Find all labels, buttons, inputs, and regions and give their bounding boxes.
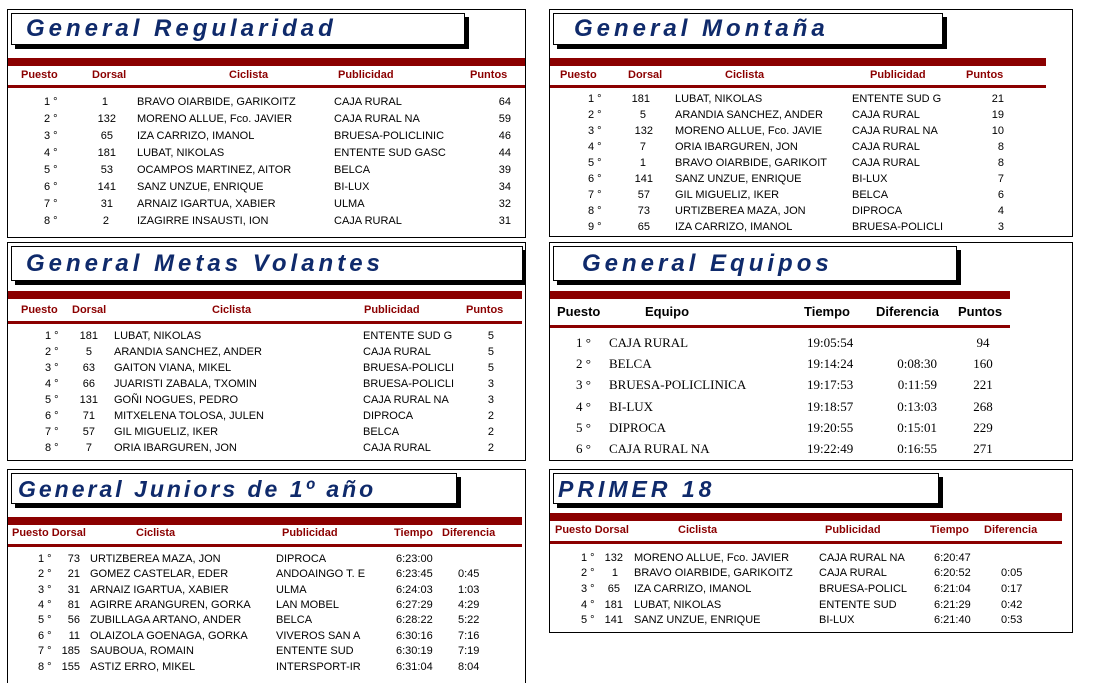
table-cell: DIPROCA	[609, 420, 667, 435]
table-cell: 2	[102, 215, 109, 227]
table-cell: 271	[973, 441, 993, 456]
table-cell: 6:21:40	[934, 614, 971, 626]
table-cell: 4 °	[44, 147, 58, 159]
table-cell: 0:15:01	[897, 420, 937, 435]
col-publicidad: Publicidad	[282, 527, 338, 539]
table-cell: BI-LUX	[852, 173, 888, 185]
col-tiempo: Tiempo	[804, 304, 850, 319]
table-cell: 4 °	[45, 378, 59, 390]
table-cell: INTERSPORT-IR	[276, 661, 361, 673]
table-cell: 8 °	[38, 661, 52, 673]
table-cell: BI-LUX	[819, 614, 855, 626]
table-cell: BRUESA-POLICLINICA	[609, 377, 747, 392]
table-cell: CAJA RURAL	[334, 215, 402, 227]
table-cell: ULMA	[276, 584, 307, 596]
montana-panel	[549, 9, 1073, 237]
table-cell: 131	[79, 394, 98, 406]
table-cell: 9 °	[588, 221, 602, 233]
table-cell: 0:05	[1001, 567, 1023, 579]
table-cell: ORIA IBARGUREN, JON	[675, 141, 798, 153]
table-cell: 6:24:03	[396, 584, 433, 596]
table-cell: 0:16:55	[897, 441, 937, 456]
table-cell: 4 °	[581, 599, 595, 611]
table-cell: 8 °	[45, 442, 59, 454]
primer-rows	[550, 470, 1073, 633]
table-cell: 1	[639, 157, 646, 169]
table-cell: 141	[604, 614, 623, 626]
col-puntos: Puntos	[470, 69, 508, 81]
table-cell: 7 °	[38, 645, 52, 657]
table-cell: 3	[487, 394, 494, 406]
table-cell: CAJA RURAL NA	[363, 394, 449, 406]
table-cell: GIL MIGUELIZ, IKER	[675, 189, 780, 201]
table-cell: 7	[639, 141, 646, 153]
table-cell: 8:04	[458, 661, 480, 673]
table-cell: ENTENTE SUD	[276, 645, 354, 657]
col-puesto-dorsal: Puesto Dorsal	[555, 524, 629, 536]
table-cell: 6:30:16	[396, 630, 433, 642]
table-cell: 6:21:04	[934, 583, 971, 595]
table-cell: BRUESA-POLICL	[819, 583, 908, 595]
table-cell: 19:05:54	[807, 335, 854, 350]
table-cell: MORENO ALLUE, Fco. JAVIER	[137, 113, 293, 125]
table-cell: 2	[487, 426, 494, 438]
table-cell: OCAMPOS MARTINEZ, AITOR	[137, 164, 292, 176]
table-cell: 4 °	[576, 399, 591, 414]
table-cell: URTIZBEREA MAZA, JON	[675, 205, 806, 217]
table-cell: 3	[997, 221, 1004, 233]
table-cell: BRAVO OIARBIDE, GARIKOITZ	[137, 96, 296, 108]
table-cell: 7 °	[44, 198, 58, 210]
col-puntos: Puntos	[958, 304, 1003, 319]
table-cell: 5 °	[44, 164, 58, 176]
col-equipo: Equipo	[645, 304, 690, 319]
table-cell: 6 °	[44, 181, 58, 193]
juniors-panel	[7, 469, 526, 683]
table-cell: 31	[100, 198, 113, 210]
table-cell: BRAVO OIARBIDE, GARIKOITZ	[634, 567, 793, 579]
table-cell: SAUBOUA, ROMAIN	[90, 645, 194, 657]
table-cell: DIPROCA	[363, 410, 414, 422]
table-cell: SANZ UNZUE, ENRIQUE	[137, 181, 264, 193]
table-cell: 0:45	[458, 568, 480, 580]
table-row	[8, 164, 526, 179]
table-cell: OLAIZOLA GOENAGA, GORKA	[90, 630, 248, 642]
table-cell: ASTIZ ERRO, MIKEL	[90, 661, 196, 673]
table-cell: 4	[997, 205, 1004, 217]
table-cell: IZA CARRIZO, IMANOL	[137, 130, 255, 142]
table-cell: 19:22:49	[807, 441, 854, 456]
table-cell: 73	[67, 553, 80, 565]
table-row	[8, 96, 526, 111]
table-cell: 32	[498, 198, 511, 210]
table-cell: 2 °	[581, 567, 595, 579]
table-cell: 19:20:55	[807, 420, 854, 435]
table-cell: 11	[68, 630, 80, 642]
table-cell: 8 °	[44, 215, 58, 227]
table-cell: BELCA	[276, 614, 313, 626]
table-cell: 7 °	[588, 189, 602, 201]
table-cell: BELCA	[363, 426, 400, 438]
table-cell: SANZ UNZUE, ENRIQUE	[634, 614, 761, 626]
table-cell: GOÑI NOGUES, PEDRO	[114, 394, 239, 406]
table-cell: 34	[498, 181, 511, 193]
table-cell: BI-LUX	[609, 399, 654, 414]
table-cell: BRUESA-POLICLI	[363, 378, 455, 390]
table-cell: 1 °	[45, 330, 59, 342]
table-cell: CAJA RURAL	[334, 96, 402, 108]
table-cell: LAN MOBEL	[276, 599, 339, 611]
table-cell: 1 °	[588, 93, 602, 105]
table-cell: 4:29	[458, 599, 480, 611]
table-cell: 39	[498, 164, 511, 176]
table-cell: 63	[82, 362, 95, 374]
table-cell: ORIA IBARGUREN, JON	[114, 442, 237, 454]
table-cell: 31	[67, 584, 80, 596]
table-cell: LUBAT, NIKOLAS	[137, 147, 225, 159]
table-cell: 1	[611, 567, 618, 579]
table-cell: 53	[100, 164, 113, 176]
col-publicidad: Publicidad	[825, 524, 881, 536]
table-cell: ARNAIZ IGARTUA, XABIER	[137, 198, 276, 210]
col-dorsal: Dorsal	[92, 69, 127, 81]
table-cell: 2 °	[588, 109, 602, 121]
table-cell: MORENO ALLUE, Fco. JAVIE	[675, 125, 823, 137]
table-cell: CAJA RURAL	[363, 346, 431, 358]
table-cell: ZUBILLAGA ARTANO, ANDER	[90, 614, 242, 626]
table-cell: 6:23:45	[396, 568, 433, 580]
table-cell: 19:17:53	[807, 377, 854, 392]
table-cell: 0:11:59	[897, 377, 937, 392]
table-cell: 5	[639, 109, 646, 121]
table-cell: 64	[498, 96, 511, 108]
table-cell: CAJA RURAL	[363, 442, 431, 454]
col-ciclista: Ciclista	[136, 527, 176, 539]
table-cell: 0:17	[1001, 583, 1023, 595]
table-cell: 8 °	[588, 205, 602, 217]
table-cell: 6:31:04	[396, 661, 433, 673]
table-cell: 5 °	[45, 394, 59, 406]
table-cell: 31	[498, 215, 511, 227]
metas-panel	[7, 242, 526, 461]
table-cell: LUBAT, NIKOLAS	[634, 599, 722, 611]
table-cell: 132	[634, 125, 653, 137]
table-cell: 7 °	[45, 426, 59, 438]
table-cell: CAJA RURAL	[852, 109, 920, 121]
table-cell: 7:16	[458, 630, 480, 642]
table-row	[8, 113, 526, 128]
table-cell: 181	[79, 330, 98, 342]
table-cell: 7:19	[458, 645, 480, 657]
table-cell: ENTENTE SUD G	[363, 330, 453, 342]
table-cell: IZAGIRRE INSAUSTI, ION	[137, 215, 269, 227]
table-cell: 44	[498, 147, 511, 159]
table-cell: CAJA RURAL	[852, 157, 920, 169]
table-cell: CAJA RURAL	[819, 567, 887, 579]
table-cell: 6:30:19	[396, 645, 433, 657]
table-cell: 71	[82, 410, 95, 422]
table-cell: 141	[634, 173, 653, 185]
table-cell: 7	[997, 173, 1004, 185]
table-cell: 6 °	[45, 410, 59, 422]
table-cell: BELCA	[334, 164, 371, 176]
regularidad-panel	[7, 9, 526, 238]
table-cell: 6:23:00	[396, 553, 433, 565]
table-cell: 160	[973, 356, 993, 371]
table-cell: ULMA	[334, 198, 365, 210]
table-row	[8, 215, 526, 230]
table-cell: 229	[973, 420, 993, 435]
table-cell: 5	[85, 346, 92, 358]
table-cell: CAJA RURAL	[609, 335, 689, 350]
col-dorsal: Dorsal	[628, 69, 663, 81]
table-cell: 0:13:03	[897, 399, 937, 414]
table-cell: 1	[101, 96, 108, 108]
table-cell: 6 °	[576, 441, 591, 456]
table-cell: 59	[498, 113, 511, 125]
col-ciclista: Ciclista	[229, 69, 269, 81]
table-cell: 5	[487, 330, 494, 342]
table-cell: 6 °	[38, 630, 52, 642]
table-cell: 66	[82, 378, 95, 390]
col-ciclista: Ciclista	[725, 69, 765, 81]
table-cell: ENTENTE SUD GASC	[334, 147, 446, 159]
table-cell: BELCA	[609, 356, 652, 371]
col-tiempo: Tiempo	[394, 527, 433, 539]
col-diferencia: Diferencia	[876, 304, 939, 319]
table-cell: DIPROCA	[276, 553, 327, 565]
table-cell: 155	[61, 661, 80, 673]
table-cell: GIL MIGUELIZ, IKER	[114, 426, 219, 438]
table-cell: AGIRRE ARANGUREN, GORKA	[90, 599, 251, 611]
table-cell: 1 °	[576, 335, 591, 350]
table-cell: 56	[67, 614, 80, 626]
table-cell: 57	[82, 426, 95, 438]
table-cell: 21	[67, 568, 80, 580]
table-cell: 132	[97, 113, 116, 125]
col-publicidad: Publicidad	[338, 69, 394, 81]
table-cell: 3 °	[44, 130, 58, 142]
equipos-rows	[550, 243, 1073, 461]
regularidad-title: General Regularidad	[11, 13, 465, 45]
table-cell: 2 °	[38, 568, 52, 580]
col-puesto: Puesto	[560, 69, 597, 81]
metas-rows	[8, 243, 526, 461]
table-cell: 2	[487, 442, 494, 454]
table-cell: ARANDIA SANCHEZ, ANDER	[114, 346, 262, 358]
montana-title: General Montaña	[553, 13, 943, 45]
table-cell: 19:14:24	[807, 356, 854, 371]
table-cell: 2	[487, 410, 494, 422]
table-row	[8, 181, 526, 196]
col-ciclista: Ciclista	[678, 524, 718, 536]
table-cell: 6:28:22	[396, 614, 433, 626]
table-cell: 2 °	[45, 346, 59, 358]
col-puesto: Puesto	[21, 69, 58, 81]
col-dorsal: Dorsal	[72, 304, 107, 316]
table-cell: 6:20:52	[934, 567, 971, 579]
table-cell: 6 °	[588, 173, 602, 185]
table-cell: 5 °	[38, 614, 52, 626]
table-cell: BRUESA-POLICLI	[363, 362, 455, 374]
table-cell: LUBAT, NIKOLAS	[675, 93, 763, 105]
table-cell: 6:20:47	[934, 552, 971, 564]
table-cell: 73	[637, 205, 650, 217]
table-cell: 5 °	[581, 614, 595, 626]
montana-rows	[550, 10, 1073, 237]
table-row	[8, 147, 526, 162]
table-cell: 3 °	[38, 584, 52, 596]
table-cell: ARNAIZ IGARTUA, XABIER	[90, 584, 229, 596]
equipos-panel	[549, 242, 1073, 461]
table-cell: 8	[997, 141, 1004, 153]
table-cell: 65	[607, 583, 620, 595]
table-cell: CAJA RURAL	[852, 141, 920, 153]
col-puntos: Puntos	[466, 304, 504, 316]
table-cell: 6	[997, 189, 1004, 201]
table-cell: 21	[991, 93, 1004, 105]
table-cell: 2 °	[44, 113, 58, 125]
table-cell: MORENO ALLUE, Fco. JAVIER	[634, 552, 790, 564]
table-cell: 3	[487, 378, 494, 390]
table-cell: DIPROCA	[852, 205, 903, 217]
table-row	[8, 198, 526, 213]
primer-title: PRIMER 18	[553, 473, 939, 504]
table-cell: BELCA	[852, 189, 889, 201]
col-diferencia: Diferencia	[984, 524, 1038, 536]
col-publicidad: Publicidad	[364, 304, 420, 316]
table-cell: IZA CARRIZO, IMANOL	[675, 221, 793, 233]
table-cell: ARANDIA SANCHEZ, ANDER	[675, 109, 823, 121]
regularidad-rows	[8, 10, 526, 238]
table-cell: 268	[973, 399, 993, 414]
table-cell: 0:08:30	[897, 356, 937, 371]
table-cell: BRUESA-POLICLI	[852, 221, 944, 233]
table-cell: 3 °	[45, 362, 59, 374]
col-publicidad: Publicidad	[870, 69, 926, 81]
table-cell: 81	[67, 599, 80, 611]
table-cell: GAITON VIANA, MIKEL	[114, 362, 232, 374]
table-cell: MITXELENA TOLOSA, JULEN	[114, 410, 264, 422]
table-cell: CAJA RURAL NA	[334, 113, 420, 125]
table-cell: 19	[991, 109, 1004, 121]
table-cell: BRUESA-POLICLINIC	[334, 130, 445, 142]
col-ciclista: Ciclista	[212, 304, 252, 316]
table-cell: 6:21:29	[934, 599, 971, 611]
metas-title: General Metas Volantes	[11, 246, 523, 281]
col-puesto-dorsal: Puesto Dorsal	[12, 527, 86, 539]
table-cell: VIVEROS SAN A	[276, 630, 361, 642]
table-cell: 3 °	[576, 377, 591, 392]
table-cell: 94	[976, 335, 990, 350]
table-cell: BI-LUX	[334, 181, 370, 193]
col-puesto: Puesto	[21, 304, 58, 316]
table-cell: ENTENTE SUD G	[852, 93, 942, 105]
table-cell: URTIZBEREA MAZA, JON	[90, 553, 221, 565]
table-cell: 132	[604, 552, 623, 564]
table-cell: 6:27:29	[396, 599, 433, 611]
table-cell: 2 °	[576, 356, 591, 371]
table-cell: 10	[991, 125, 1004, 137]
col-puntos: Puntos	[966, 69, 1004, 81]
table-cell: JUARISTI ZABALA, TXOMIN	[114, 378, 257, 390]
table-cell: 185	[61, 645, 80, 657]
table-cell: 19:18:57	[807, 399, 854, 414]
col-puesto: Puesto	[557, 304, 601, 319]
col-diferencia: Diferencia	[442, 527, 496, 539]
table-cell: 46	[498, 130, 511, 142]
table-cell: LUBAT, NIKOLAS	[114, 330, 202, 342]
table-cell: 5	[487, 362, 494, 374]
table-cell: 1 °	[38, 553, 52, 565]
table-cell: SANZ UNZUE, ENRIQUE	[675, 173, 802, 185]
primer-panel	[549, 469, 1073, 633]
table-cell: 0:53	[1001, 614, 1023, 626]
table-cell: 8	[997, 157, 1004, 169]
table-cell: 0:42	[1001, 599, 1023, 611]
table-cell: 5	[487, 346, 494, 358]
table-cell: 181	[97, 147, 116, 159]
col-tiempo: Tiempo	[930, 524, 969, 536]
table-cell: IZA CARRIZO, IMANOL	[634, 583, 752, 595]
table-cell: 3 °	[588, 125, 602, 137]
table-cell: 4 °	[38, 599, 52, 611]
table-cell: GOMEZ CASTELAR, EDER	[90, 568, 229, 580]
table-cell: 1 °	[581, 552, 595, 564]
table-cell: 181	[631, 93, 650, 105]
table-cell: 141	[97, 181, 116, 193]
table-row	[8, 130, 526, 145]
table-cell: 1:03	[458, 584, 480, 596]
table-cell: 221	[973, 377, 993, 392]
table-cell: 3 °	[581, 583, 595, 595]
juniors-rows	[8, 470, 526, 683]
table-cell: CAJA RURAL NA	[609, 441, 710, 456]
table-cell: CAJA RURAL NA	[852, 125, 938, 137]
table-cell: ANDOAINGO T. E	[276, 568, 366, 580]
juniors-title: General Juniors de 1º año	[11, 473, 457, 504]
table-cell: 5:22	[458, 614, 480, 626]
table-cell: 65	[637, 221, 650, 233]
table-cell: 5 °	[588, 157, 602, 169]
equipos-title: General Equipos	[553, 246, 957, 281]
table-cell: 5 °	[576, 420, 591, 435]
table-cell: 57	[637, 189, 650, 201]
table-cell: 4 °	[588, 141, 602, 153]
table-cell: BRAVO OIARBIDE, GARIKOIT	[675, 157, 827, 169]
table-cell: 181	[604, 599, 623, 611]
table-cell: 7	[85, 442, 92, 454]
table-cell: CAJA RURAL NA	[819, 552, 905, 564]
table-cell: ENTENTE SUD	[819, 599, 897, 611]
table-cell: 1 °	[44, 96, 58, 108]
table-cell: 65	[100, 130, 113, 142]
